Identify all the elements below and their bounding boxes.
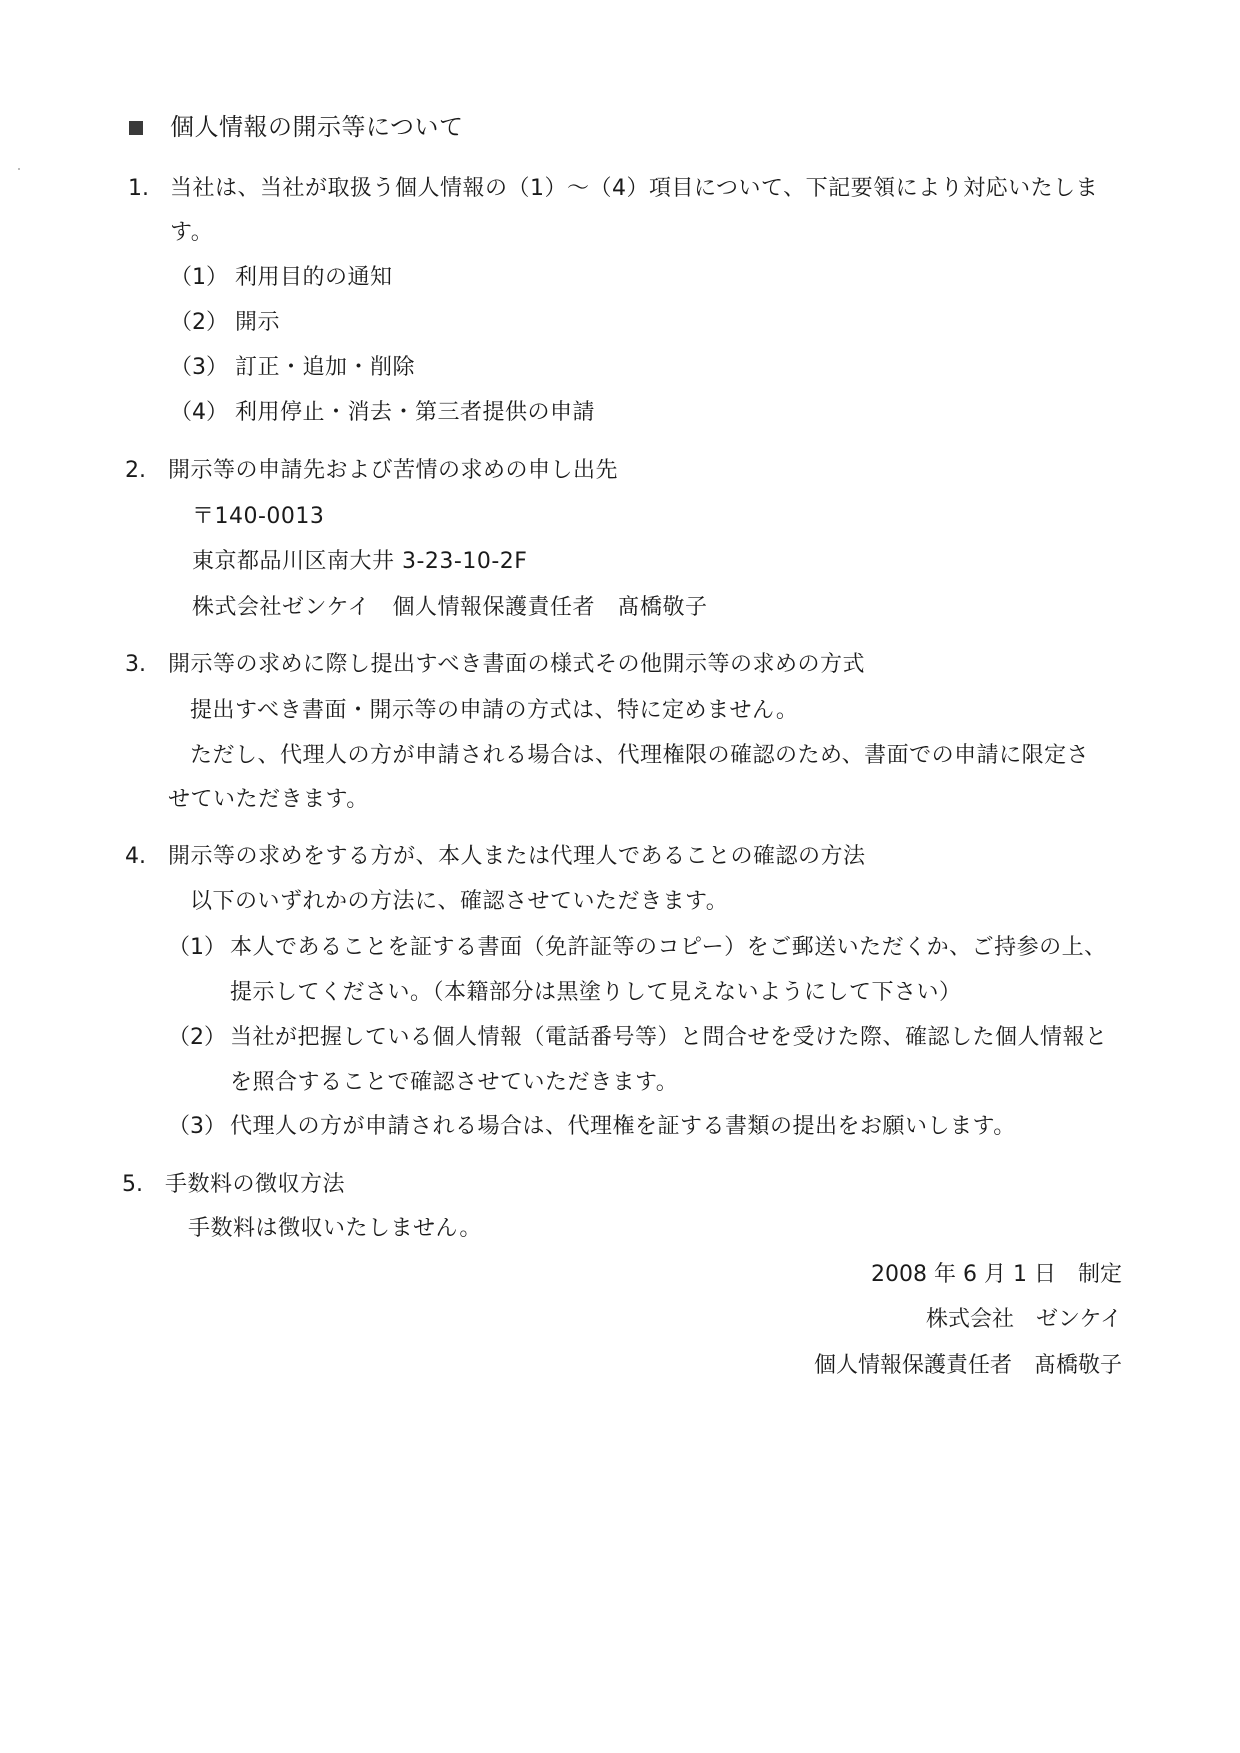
section-3-paragraph-2-line2: せていただきます。 xyxy=(168,787,369,812)
section-1-item-2-text: 開示 xyxy=(235,310,281,335)
scan-speck xyxy=(18,168,20,170)
section-5-text: 手数料は徴収いたしません。 xyxy=(188,1216,482,1241)
section-4-item-2-line1: 当社が把握している個人情報（電話番号等）と問合せを受けた際、確認した個人情報と xyxy=(230,1025,1108,1050)
footer-officer: 個人情報保護責任者 髙橋敬子 xyxy=(813,1353,1122,1378)
section-4-item-3-line1: 代理人の方が申請される場合は、代理権を証する書類の提出をお願いします。 xyxy=(230,1114,1016,1139)
section-1-item-1-number: （1） xyxy=(170,265,228,290)
square-bullet-icon xyxy=(129,121,143,135)
section-1-item-4-number: （4） xyxy=(170,400,228,425)
section-1-item-3-text: 訂正・追加・削除 xyxy=(235,355,416,380)
section-1-text-line1: 当社は、当社が取扱う個人情報の（1）～（4）項目について、下記要領により対応いたしま xyxy=(170,176,1099,201)
section-3-number: 3. xyxy=(125,652,146,677)
section-2-number: 2. xyxy=(125,458,146,483)
section-4-intro: 以下のいずれかの方法に、確認させていただきます。 xyxy=(190,889,729,914)
section-1-item-3-number: （3） xyxy=(170,355,228,380)
section-1-item-1-text: 利用目的の通知 xyxy=(235,265,393,290)
enactment-date: 2008 年 6 月 1 日 制定 xyxy=(871,1262,1122,1287)
document-heading: 個人情報の開示等について xyxy=(170,113,464,141)
section-4-item-2-number: （2） xyxy=(168,1025,226,1050)
section-5-title: 手数料の徴収方法 xyxy=(165,1172,346,1197)
section-1-item-4-text: 利用停止・消去・第三者提供の申請 xyxy=(235,400,596,425)
section-4-item-1-line2: 提示してください。（本籍部分は黒塗りして見えないようにして下さい） xyxy=(230,980,962,1005)
section-4-item-3-number: （3） xyxy=(168,1114,226,1139)
section-4-number: 4. xyxy=(125,844,146,869)
section-4-title: 開示等の求めをする方が、本人または代理人であることの確認の方法 xyxy=(168,844,866,869)
section-3-title: 開示等の求めに際し提出すべき書面の様式その他開示等の求めの方式 xyxy=(168,652,866,677)
section-4-item-2-line2: を照合することで確認させていただきます。 xyxy=(230,1070,679,1095)
section-4-item-1-number: （1） xyxy=(168,935,226,960)
section-1-item-2-number: （2） xyxy=(170,310,228,335)
contact-person: 株式会社ゼンケイ 個人情報保護責任者 髙橋敬子 xyxy=(192,595,708,620)
section-1-number: 1. xyxy=(128,176,149,201)
section-2-title: 開示等の申請先および苦情の求めの申し出先 xyxy=(168,458,619,483)
section-3-paragraph-1: 提出すべき書面・開示等の申請の方式は、特に定めません。 xyxy=(190,698,799,723)
section-1-text-line2: す。 xyxy=(170,220,214,245)
section-3-paragraph-2-line1: ただし、代理人の方が申請される場合は、代理権限の確認のため、書面での申請に限定さ xyxy=(190,743,1090,768)
section-5-number: 5. xyxy=(122,1172,143,1197)
postal-code: 〒140-0013 xyxy=(192,504,325,529)
footer-company: 株式会社 ゼンケイ xyxy=(925,1307,1122,1332)
address: 東京都品川区南大井 3-23-10-2F xyxy=(192,549,528,574)
section-4-item-1-line1: 本人であることを証する書面（免許証等のコピー）をご郵送いただくか、ご持参の上、 xyxy=(230,935,1107,960)
